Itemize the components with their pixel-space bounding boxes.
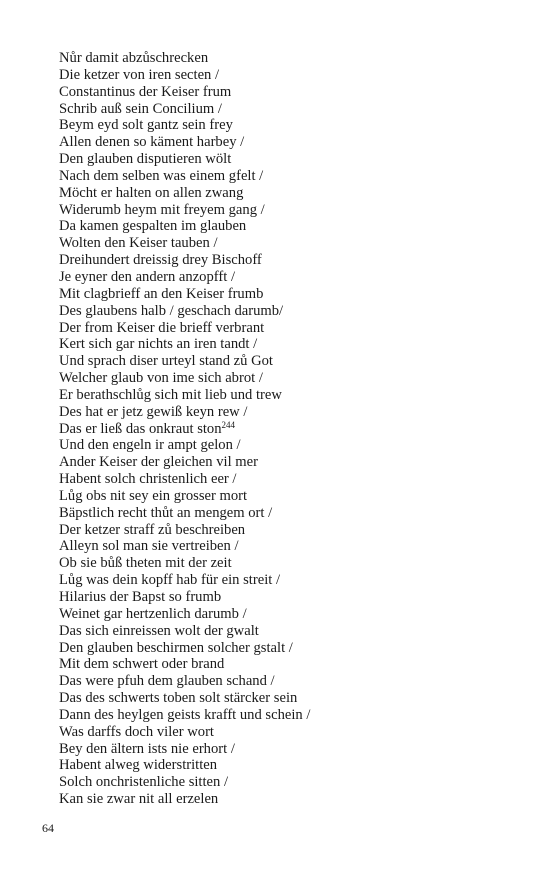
verse-line-text: Und sprach diser urteyl stand zů Got: [59, 353, 273, 370]
verse-line-text: Habent solch christenlich eer /: [59, 471, 237, 488]
verse-line-text: Des hat er jetz gewiß keyn rew /: [59, 403, 248, 420]
verse-line-text: Welcher glaub von ime sich abrot /: [59, 370, 263, 387]
verse-line: [59, 50, 310, 67]
verse-line: [59, 303, 310, 320]
verse-line: [59, 454, 310, 471]
verse-line-text: Beym eyd solt gantz sein frey: [59, 117, 233, 134]
verse-line: [59, 320, 310, 337]
verse-line: [59, 134, 310, 151]
verse-line: [59, 640, 310, 657]
verse-line: [59, 774, 310, 791]
verse-line: [59, 505, 310, 522]
verse-line: [59, 101, 310, 118]
verse-line: [59, 488, 310, 505]
verse-line: [59, 84, 310, 101]
footnote-marker: 244: [221, 419, 236, 430]
verse-line: [59, 437, 310, 454]
verse-line: [59, 757, 310, 774]
verse-line-text: Widerumb heym mit freyem gang /: [59, 201, 265, 218]
verse-line: [59, 555, 310, 572]
verse-line-text: Des glaubens halb / geschach darumb/: [59, 302, 284, 319]
verse-line: [59, 404, 310, 421]
verse-line: [59, 606, 310, 623]
verse-line-text: Bäpstlich recht thůt an mengem ort /: [59, 504, 273, 521]
verse-line-text: Hilarius der Bapst so frumb: [59, 589, 222, 605]
verse-line-text: Wolten den Keiser tauben /: [59, 235, 218, 252]
verse-line-text: Nůr damit abzůschrecken: [59, 50, 209, 66]
verse-line: [59, 791, 310, 808]
verse-line: [59, 572, 310, 589]
verse-line-text: Solch onchristenliche sitten /: [59, 774, 229, 791]
verse-line-text: Den glauben disputieren wölt: [59, 151, 232, 168]
verse-line-text: Lůg was dein kopff hab für ein streit /: [59, 572, 281, 589]
verse-line: [59, 707, 310, 724]
verse-line-text: Bey den ältern ists nie erhort /: [59, 740, 235, 757]
verse-line-text: Weinet gar hertzenlich darumb /: [59, 605, 247, 622]
verse-line-text: Die ketzer von iren secten /: [59, 66, 220, 83]
poem-text: [59, 50, 310, 808]
verse-line: [59, 269, 310, 286]
verse-line: [59, 538, 310, 555]
verse-line-text: Dann des heylgen geists krafft und schein /: [59, 706, 311, 723]
verse-line: [59, 235, 310, 252]
verse-line-text: Alleyn sol man sie vertreiben /: [59, 538, 239, 555]
verse-line: [59, 218, 310, 235]
verse-line: [59, 741, 310, 758]
verse-line: [59, 202, 310, 219]
verse-line-text: Er berathschlůg sich mit lieb und trew: [59, 386, 282, 403]
verse-line: [59, 656, 310, 673]
page-number: 64: [42, 821, 54, 835]
verse-line-text: Das des schwerts toben solt stärcker sein: [59, 690, 298, 707]
verse-line: [59, 117, 310, 134]
verse-line: [59, 168, 310, 185]
verse-line-text: Kert sich gar nichts an iren tandt /: [59, 336, 258, 353]
verse-line-text: Nach dem selben was einem gfelt /: [59, 167, 264, 184]
verse-line-text: Je eyner den andern anzopfft /: [59, 268, 235, 285]
verse-line: [59, 185, 310, 202]
verse-line-text: Da kamen gespalten im glauben: [59, 218, 247, 235]
verse-line: [59, 370, 310, 387]
verse-line: [59, 387, 310, 404]
verse-line-text: Schrib auß sein Concilium /: [59, 100, 222, 117]
verse-line-text: Und den engeln ir ampt gelon /: [59, 437, 241, 454]
verse-line: [59, 353, 310, 370]
verse-line-text: Mit clagbrieff an den Keiser frumb: [59, 285, 264, 302]
verse-line-text: Das were pfuh dem glauben schand /: [59, 673, 275, 690]
verse-line-text: Kan sie zwar nit all erzelen: [59, 791, 219, 808]
verse-line: [59, 623, 310, 640]
verse-line-text: Allen denen so käment harbey /: [59, 134, 245, 151]
verse-line: [59, 252, 310, 269]
verse-line-text: Das er ließ das onkraut ston: [59, 420, 222, 437]
verse-line: [59, 690, 310, 707]
verse-line: [59, 522, 310, 539]
verse-line: [59, 471, 310, 488]
verse-line-text: Das sich einreissen wolt der gwalt: [59, 622, 259, 639]
verse-line-text: Was darffs doch viler wort: [59, 723, 214, 740]
verse-line-text: Möcht er halten on allen zwang: [59, 184, 244, 201]
verse-line: [59, 589, 310, 606]
verse-line-text: Der ketzer straff zů beschreiben: [59, 521, 246, 538]
verse-line: [59, 67, 310, 84]
verse-line: [59, 151, 310, 168]
verse-line-text: Mit dem schwert oder brand: [59, 656, 225, 673]
verse-line: [59, 286, 310, 303]
verse-line-text: Constantinus der Keiser frum: [59, 83, 232, 100]
verse-line-text: Den glauben beschirmen solcher gstalt /: [59, 639, 293, 656]
verse-line-text: Habent alweg widerstritten: [59, 757, 218, 774]
verse-line: [59, 421, 310, 438]
verse-line: [59, 724, 310, 741]
verse-line: [59, 336, 310, 353]
verse-line-text: Dreihundert dreissig drey Bischoff: [59, 252, 262, 269]
verse-line-text: Lůg obs nit sey ein grosser mort: [59, 487, 248, 504]
verse-line-text: Ob sie bůß theten mit der zeit: [59, 555, 232, 572]
verse-line-text: Ander Keiser der gleichen vil mer: [59, 454, 258, 471]
verse-line: [59, 673, 310, 690]
verse-line-text: Der from Keiser die brieff verbrant: [59, 319, 265, 336]
